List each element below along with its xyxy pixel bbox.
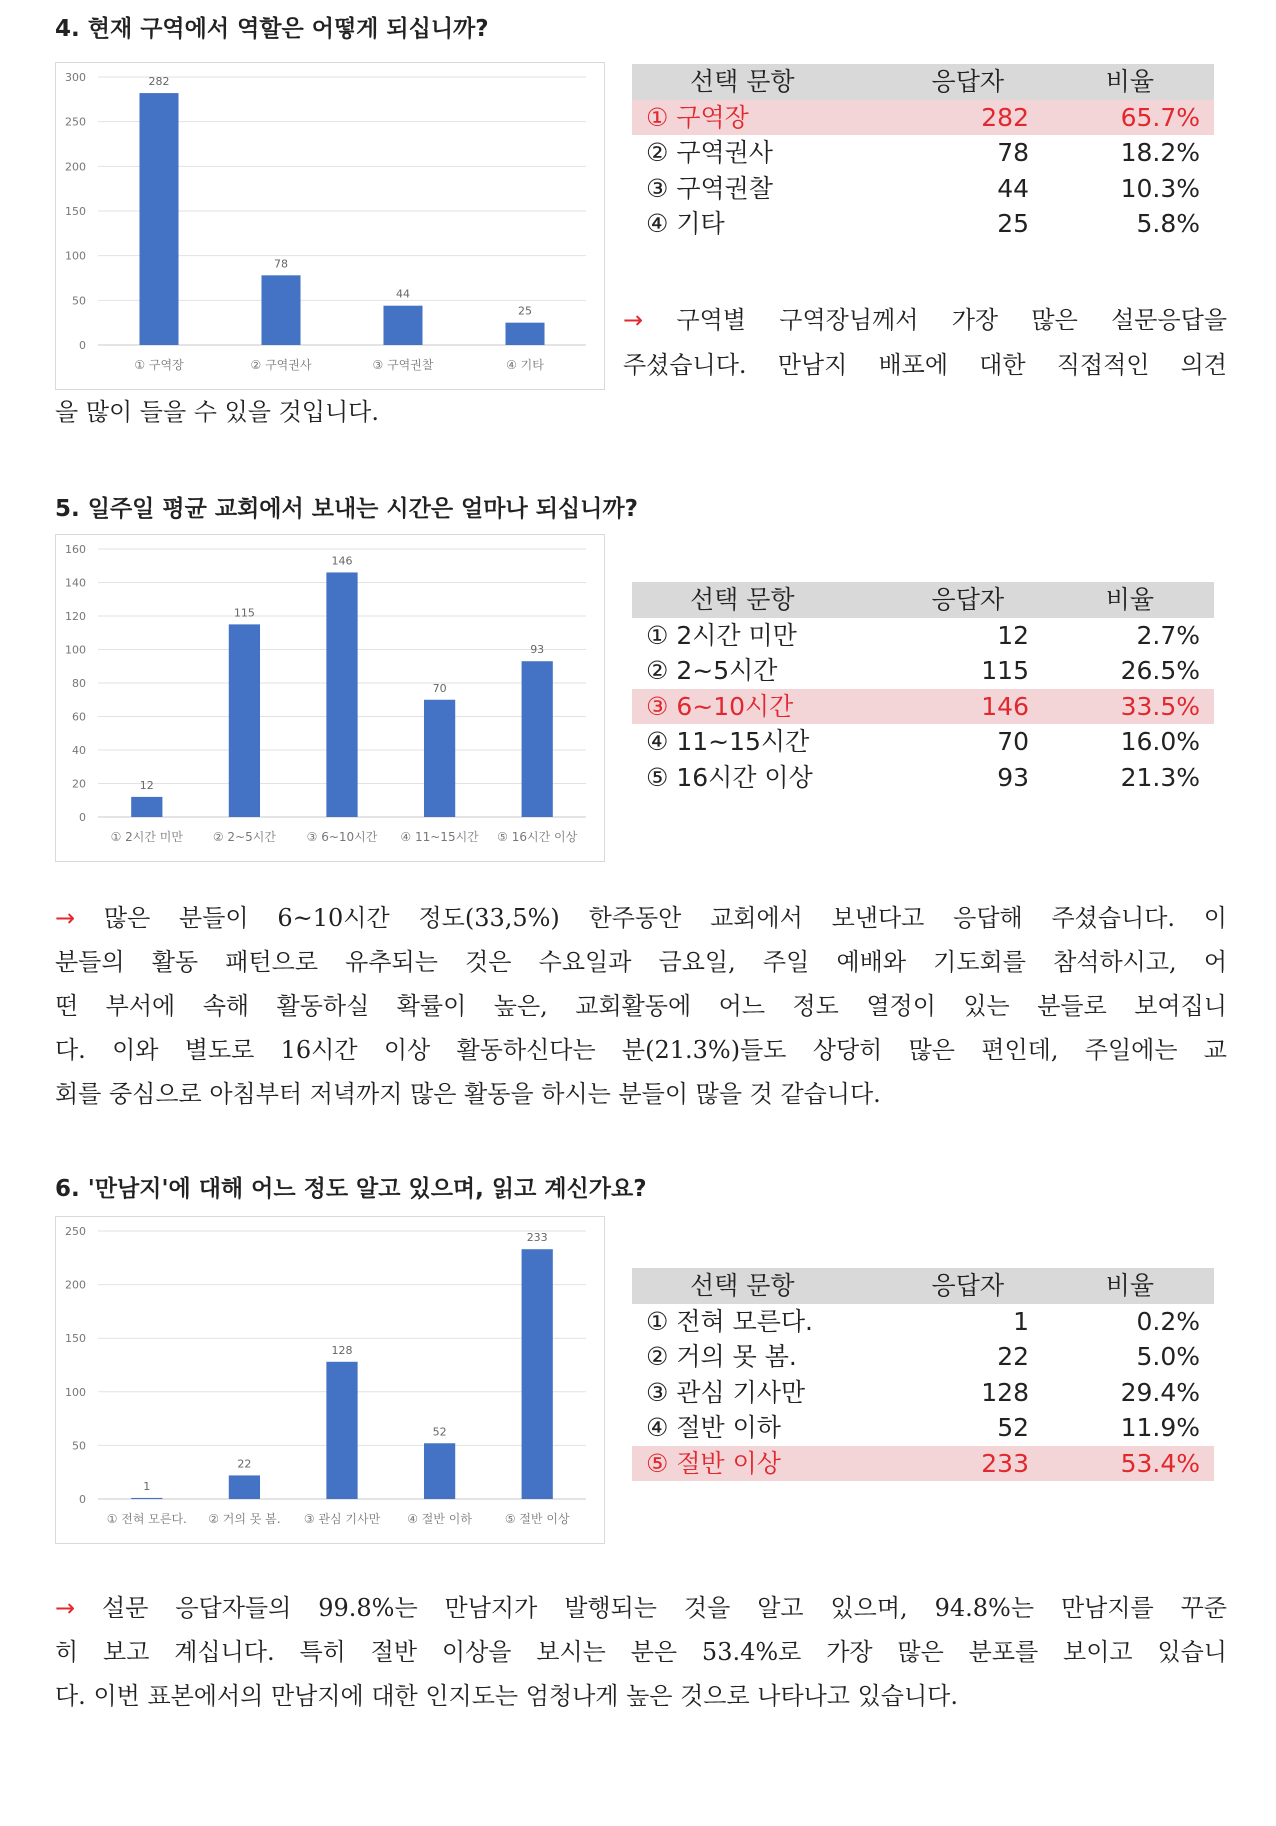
y-tick-label: 200 [65,1278,86,1292]
table-row [632,1446,1214,1482]
row-pct: 10.3% [1120,173,1200,203]
bar [424,1443,455,1499]
table-row [632,689,1214,725]
bar [326,572,357,817]
row-label: ④ 11~15시간 [646,727,810,756]
row-pct: 26.5% [1120,656,1200,685]
comment-4-side [623,298,1227,388]
row-count: 1 [1013,1306,1029,1336]
row-pct: 53.4% [1120,1448,1200,1478]
comment-line: → 많은 분들이 6~10시간 정도(33,5%) 한주동안 교회에서 보낸다고 응답해 주셨습니다. 이 [55,904,1227,932]
comment-line: 다. 이번 표본에서의 만남지에 대한 인지도는 엄청나게 높은 것으로 나타나고 있습니다. [55,1682,958,1710]
row-count: 93 [997,762,1029,792]
table-row [632,724,1214,760]
header-ratio: 비율 [1105,585,1154,614]
table-row [632,1339,1214,1375]
row-count: 128 [981,1377,1029,1407]
x-tick-label: ④ 기타 [506,358,544,372]
y-tick-label: 0 [79,339,86,352]
data-label: 128 [331,1343,353,1357]
row-label: ① 2시간 미만 [646,620,797,650]
bar [522,1249,553,1499]
chart-5 [55,534,605,862]
bar [326,1362,357,1499]
y-tick-label: 100 [65,249,86,263]
row-count: 282 [981,102,1029,132]
row-count: 25 [997,209,1029,238]
question-6-title: 6. '만남지'에 대해 어느 정도 알고 있으며, 읽고 계신가요? [55,1176,647,1202]
question-5-title: 5. 일주일 평균 교회에서 보내는 시간은 얼마나 되십니까? [55,496,638,522]
x-tick-label: ③ 구역권찰 [372,358,434,372]
bar [229,624,260,817]
data-label: 70 [432,681,447,695]
data-label: 52 [432,1425,447,1439]
y-tick-label: 50 [72,294,86,308]
chart-6-svg [56,1217,604,1543]
comment-line: → 구역별 구역장님께서 가장 많은 설문응답을 [623,306,1228,334]
x-tick-label: ② 거의 못 봄. [208,1512,281,1526]
row-pct: 5.8% [1136,209,1200,238]
row-count: 12 [997,620,1029,650]
table-row [632,1375,1214,1411]
data-label: 93 [530,643,545,657]
row-pct: 29.4% [1120,1377,1200,1407]
x-tick-label: ④ 절반 이하 [407,1512,472,1526]
row-count: 70 [997,727,1029,756]
y-tick-label: 100 [65,643,86,657]
header-count: 응답자 [931,1271,1004,1300]
data-label: 44 [396,287,410,301]
row-label: ⑤ 절반 이상 [646,1448,781,1478]
table-5-header [632,582,1214,618]
row-label: ③ 구역권찰 [646,173,773,203]
arrow-icon: → [623,306,644,334]
header-ratio: 비율 [1105,67,1154,96]
row-label: ① 구역장 [646,102,749,132]
table-row [632,135,1214,171]
chart-5-svg [56,535,604,861]
table-row [632,653,1214,689]
table-4 [632,64,1214,242]
y-tick-label: 200 [65,160,86,174]
data-label: 22 [237,1457,252,1471]
bar [261,275,300,345]
header-ratio: 비율 [1105,1271,1154,1300]
header-option: 선택 문항 [690,1271,795,1300]
row-label: ④ 절반 이하 [646,1413,781,1442]
row-label: ③ 관심 기사만 [646,1377,806,1407]
row-pct: 11.9% [1120,1413,1200,1442]
row-pct: 0.2% [1136,1306,1200,1336]
comment-line: → 설문 응답자들의 99.8%는 만남지가 발행되는 것을 알고 있으며, 94.8%는 만남지를 꾸준 [55,1594,1227,1622]
data-label: 25 [518,304,532,318]
header-count: 응답자 [931,585,1004,614]
table-5 [632,582,1214,795]
row-count: 52 [997,1413,1029,1442]
row-label: ① 전혀 모른다. [646,1306,814,1336]
bar [505,323,544,345]
y-tick-label: 120 [65,610,86,623]
x-tick-label: ② 구역권사 [250,358,312,372]
row-label: ⑤ 16시간 이상 [646,762,813,792]
y-tick-label: 250 [65,1225,86,1238]
y-tick-label: 80 [72,677,86,690]
table-row [632,618,1214,654]
x-tick-label: ⑤ 절반 이상 [504,1512,570,1526]
chart-4 [55,62,605,390]
comment-6 [55,1586,1227,1718]
bar [131,797,162,817]
x-tick-label: ④ 11~15시간 [400,830,479,844]
row-label: ② 2~5시간 [646,656,778,685]
y-tick-label: 60 [72,710,86,724]
row-pct: 5.0% [1136,1342,1200,1371]
row-count: 44 [997,173,1029,203]
table-row [632,760,1214,796]
row-count: 115 [981,656,1029,685]
y-tick-label: 140 [65,576,86,590]
question-4-title: 4. 현재 구역에서 역할은 어떻게 되십니까? [55,16,489,42]
table-6 [632,1268,1214,1481]
x-tick-label: ③ 6~10시간 [306,830,378,844]
y-tick-label: 300 [65,71,86,84]
data-label: 233 [526,1231,548,1245]
table-row [632,171,1214,207]
comment-5 [55,896,1227,1116]
y-tick-label: 150 [65,205,86,218]
y-tick-label: 150 [65,1332,86,1346]
table-4-header [632,64,1214,100]
header-option: 선택 문항 [690,585,795,614]
chart-4-svg [56,63,604,389]
bar [522,661,553,817]
x-tick-label: ② 2~5시간 [212,830,276,844]
table-row [632,1304,1214,1340]
y-tick-label: 40 [72,744,86,757]
comment-line: 다. 이와 별도로 16시간 이상 활동하신다는 분(21.3%)들도 상당히 많은 편인데, 주일에는 교 [55,1036,1227,1064]
comment-line: 회를 중심으로 아침부터 저녁까지 많은 활동을 하시는 분들이 많을 것 같습니다. [55,1080,881,1108]
bar [131,1498,162,1499]
row-pct: 21.3% [1120,762,1200,792]
data-label: 1 [143,1479,151,1493]
x-tick-label: ⑤ 16시간 이상 [497,830,578,844]
comment-line: 히 보고 계십니다. 특히 절반 이상을 보시는 분은 53.4%로 가장 많은 분포를 보이고 있습니 [55,1638,1227,1666]
row-count: 233 [981,1448,1029,1478]
row-label: ② 구역권사 [646,138,773,167]
header-count: 응답자 [931,67,1004,96]
bar [383,306,422,345]
chart-6 [55,1216,605,1544]
row-pct: 65.7% [1120,102,1200,132]
header-option: 선택 문항 [690,67,795,96]
y-tick-label: 0 [79,1493,86,1506]
y-tick-label: 0 [79,811,86,824]
row-count: 78 [997,138,1029,167]
row-count: 22 [997,1342,1029,1371]
data-label: 146 [331,554,353,568]
data-label: 115 [233,606,255,620]
x-tick-label: ① 구역장 [134,358,184,372]
y-tick-label: 100 [65,1385,86,1399]
row-pct: 16.0% [1120,727,1200,756]
x-tick-label: ① 전혀 모른다. [106,1512,187,1526]
y-tick-label: 20 [72,777,86,791]
bar [424,700,455,817]
comment-line: 분들의 활동 패턴으로 유추되는 것은 수요일과 금요일, 주일 예배와 기도회를 참석하시고, 어 [55,948,1227,976]
table-row [632,100,1214,136]
arrow-icon: → [55,1594,76,1622]
data-label: 12 [139,778,154,792]
row-label: ④ 기타 [646,209,725,238]
bar [229,1475,260,1499]
table-row [632,1410,1214,1446]
comment-line: 떤 부서에 속해 활동하실 확률이 높은, 교회활동에 어느 정도 열정이 있는 분들로 보여집니 [55,992,1227,1020]
table-6-header [632,1268,1214,1304]
data-label: 78 [274,257,288,271]
bar [139,93,178,345]
row-label: ③ 6~10시간 [646,691,794,721]
row-count: 146 [981,691,1029,721]
row-pct: 33.5% [1120,691,1200,721]
data-label: 282 [148,75,170,89]
arrow-icon: → [55,904,76,932]
table-row [632,206,1214,242]
y-tick-label: 50 [72,1439,86,1453]
comment-4-tail [55,390,1227,434]
comment-line: 주셨습니다. 만남지 배포에 대한 직접적인 의견 [623,351,1227,379]
x-tick-label: ③ 관심 기사만 [303,1512,381,1526]
row-pct: 18.2% [1120,138,1200,167]
x-tick-label: ① 2시간 미만 [110,830,183,844]
comment-line: 을 많이 들을 수 있을 것입니다. [55,398,379,426]
y-tick-label: 250 [65,115,86,129]
y-tick-label: 160 [65,543,86,556]
row-pct: 2.7% [1136,620,1200,650]
row-label: ② 거의 못 봄. [646,1342,797,1371]
